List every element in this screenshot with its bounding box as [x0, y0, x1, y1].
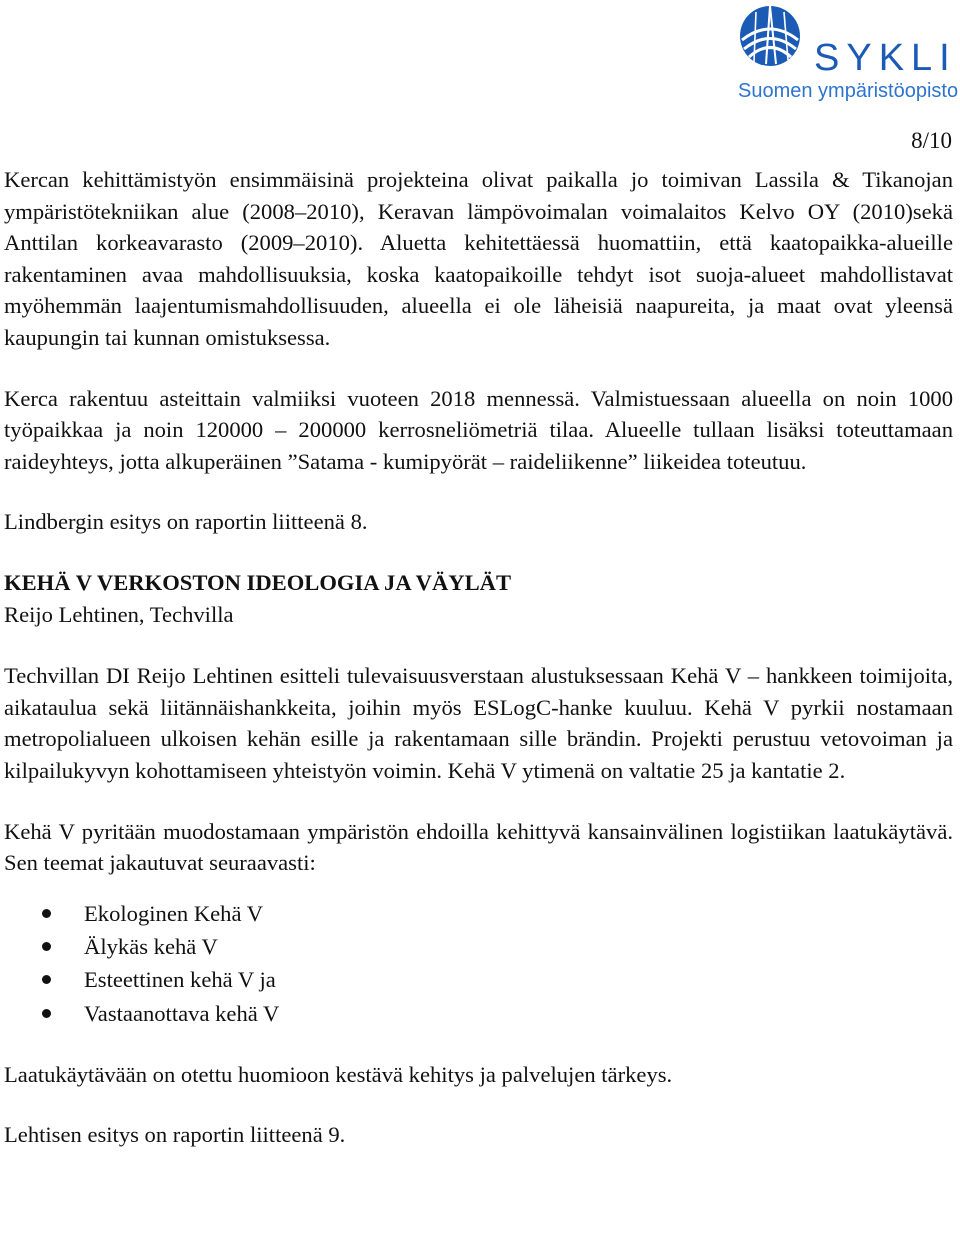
list-item: Vastaanottava kehä V	[4, 997, 953, 1030]
paragraph-quality-corridor: Laatukäytävään on otettu huomioon kestävä kehitys ja palvelujen tärkeys.	[4, 1061, 673, 1087]
bullet-icon	[42, 1009, 51, 1018]
page-number: 8/10	[911, 128, 952, 153]
sykli-logo	[736, 0, 960, 104]
paragraph-kerca-completion: Kerca rakentuu asteittain valmiiksi vuoteen 2018 mennessä. Valmistuessaan alueella on noin 1000 työpaikkaa ja noin 120000 – 200000 kerrosneliömetriä tilaa. Alueelle tullaan lisäksi toteuttamaan raideyhteys, jotta alkuperäinen ”Satama - kumipyörät – raideliikenne” liikeidea toteutuu.	[4, 385, 953, 474]
themes-list	[4, 897, 953, 1030]
paragraph-lindberg-appendix: Lindbergin esitys on raportin liitteenä 8.	[4, 509, 368, 535]
bullet-icon	[42, 909, 51, 918]
section-heading: KEHÄ V VERKOSTON IDEOLOGIA JA VÄYLÄT	[4, 569, 512, 595]
paragraph-lehtinen-appendix: Lehtisen esitys on raportin liitteenä 9.	[4, 1122, 346, 1148]
list-item: Ekologinen Kehä V	[4, 897, 953, 930]
globe-icon	[740, 6, 800, 66]
list-item: Älykäs kehä V	[4, 930, 953, 963]
logo-tagline: Suomen ympäristöopisto	[738, 80, 959, 102]
section-author: Reijo Lehtinen, Techvilla	[4, 601, 234, 627]
paragraph-kehav-themes-intro: Kehä V pyritään muodostamaan ympäristön ehdoilla kehittyvä kansainvälinen logistiikan laatukäytävä. Sen teemat jakautuvat seuraavasti:	[4, 818, 953, 876]
bullet-icon	[42, 975, 51, 984]
paragraph-kerca-projects: Kercan kehittämistyön ensimmäisinä projekteina olivat paikalla jo toimivan Lassila & Tikanojan ympäristötekniikan alue (2008–2010), Keravan lämpövoimalan voimalaitos Kelvo OY (2010)sekä Anttilan korkeavarasto (2009–2010). Aluetta kehitettäessä huomattiin, että kaatopaikka-alueille rakentaminen avaa mahdollisuuksia, koska kaatopaikoille tehdyt isot suoja-alueet mahdollistavat myöhemmän laajentumismahdollisuuden, alueella ei ole läheisiä naapureita, ja maat ovat yleensä kaupungin tai kunnan omistuksessa.	[4, 167, 953, 350]
logo-brand: SYKLI	[814, 37, 957, 79]
document-body	[4, 164, 953, 1151]
paragraph-kehav-intro: Techvillan DI Reijo Lehtinen esitteli tulevaisuusverstaan alustuksessaan Kehä V – hankkeen toimijoita, aikataulua sekä liitännäishankkeita, joihin myös ESLogC-hanke kuuluu. Kehä V pyrkii nostamaan metropolialueen ulkoisen kehän esille ja rakentamaan sille brändin. Projekti perustuu vetovoiman ja kilpailukyvyn kohottamiseen yhteistyön voimin. Kehä V ytimenä on valtatie 25 ja kantatie 2.	[4, 663, 953, 783]
bullet-icon	[42, 942, 51, 951]
list-item: Esteettinen kehä V ja	[4, 963, 953, 996]
